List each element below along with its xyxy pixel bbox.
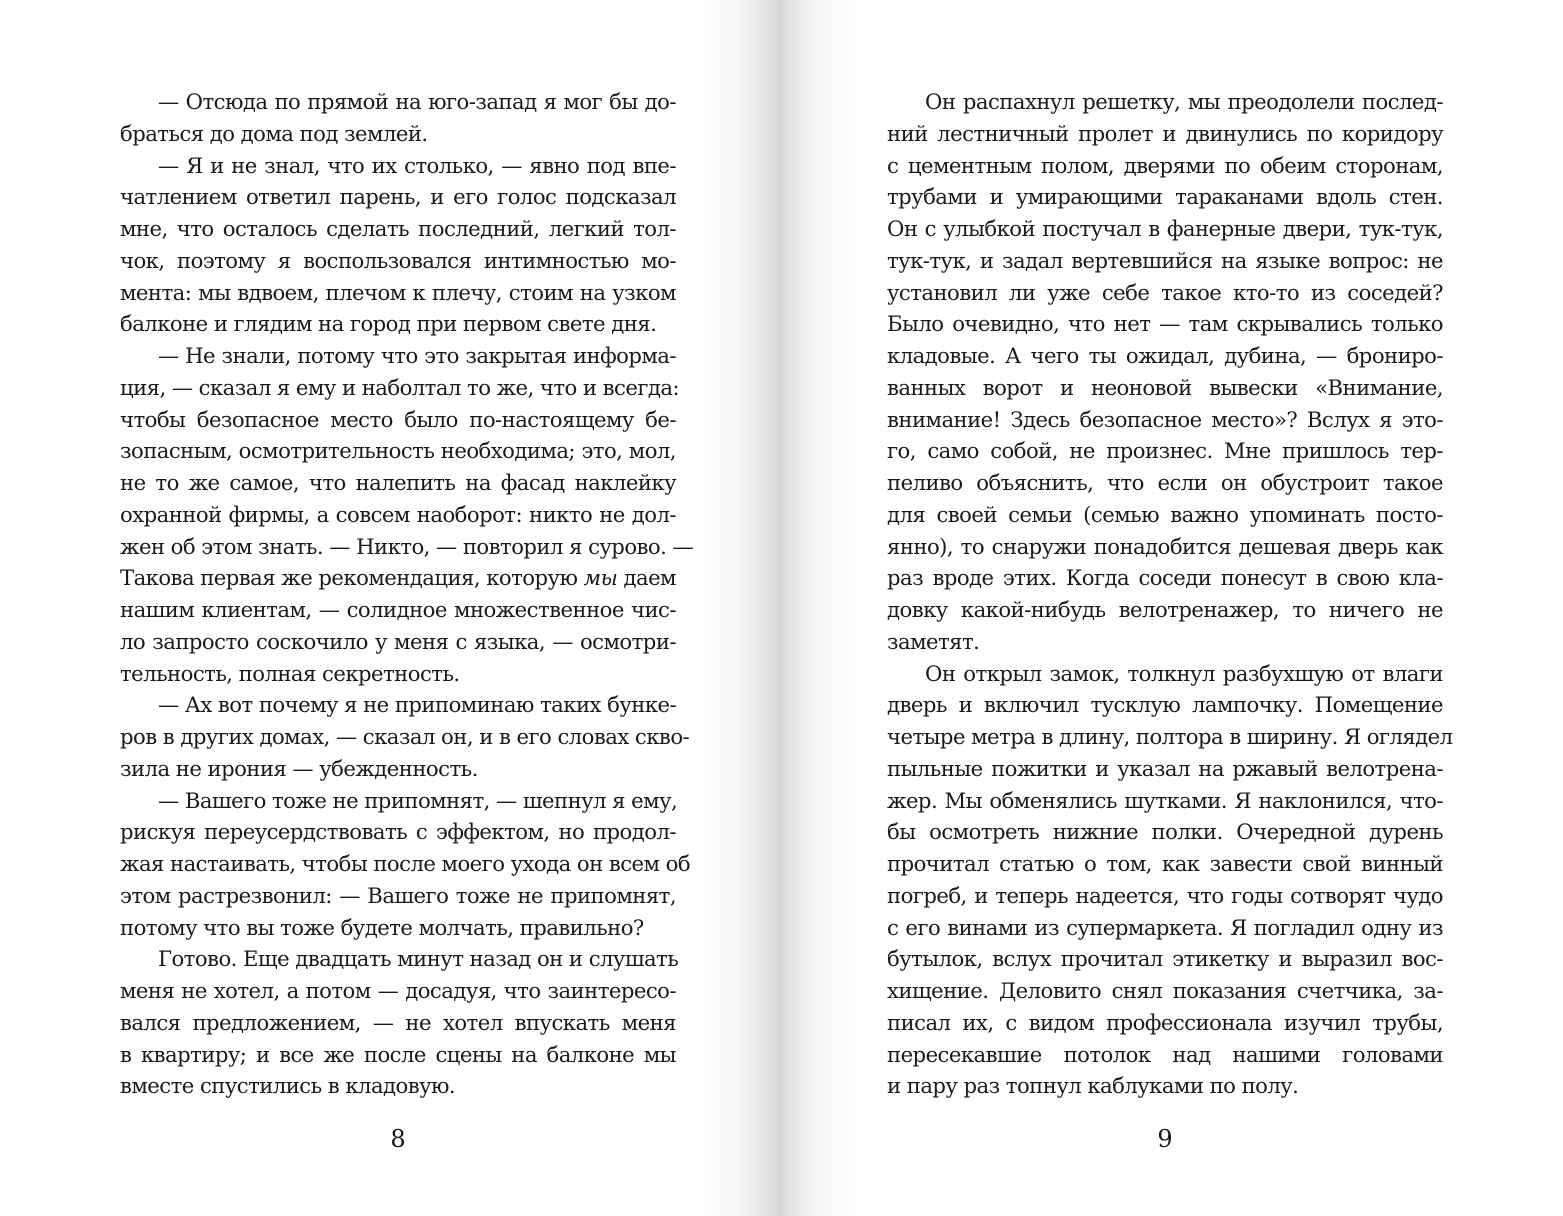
text-line: хищение. Деловито снял показания счетчика, за- (887, 978, 1443, 1003)
text-line: трубами и умирающими тараканами вдоль стен. (887, 184, 1443, 210)
text-line: тук-тук, и задал вертевшийся на языке вопрос: не (887, 247, 1443, 273)
page-number-right: 9 (1157, 1125, 1173, 1153)
text-line: чтобы безопасное место было по-настоящему бе- (120, 406, 676, 432)
text-line: — Я и не знал, что их столько, — явно под впе- (158, 152, 676, 178)
text-line: потому что вы тоже будете молчать, правильно? (120, 914, 644, 940)
text-line: меня не хотел, а потом — досадуя, что заинтересо- (120, 978, 676, 1003)
text-line: Он открыл замок, толкнул разбухшую от влаги (925, 660, 1443, 686)
text-line: для своей семьи (семью важно упоминать посто- (887, 501, 1443, 527)
text-line: дверь и включил тусклую лампочку. Помещение (887, 692, 1443, 718)
text-line: с цементным полом, дверями по обеим сторонам, (887, 152, 1443, 178)
text-line: установил ли уже себе такое кто-то из соседей? (887, 279, 1443, 305)
text-line: раз вроде этих. Когда соседи понесут в свою кла- (887, 565, 1443, 591)
text-line: пыльные пожитки и указал на ржавый велотрена- (887, 755, 1443, 781)
text-line: ний лестничный пролет и двинулись по коридору (887, 120, 1443, 146)
text-line: и пару раз топнул каблуками по полу. (887, 1073, 1299, 1099)
text-line: зила не ирония — убежденность. (120, 755, 478, 781)
text-line: зопасным, осмотрительность необходима; это, мол, (120, 438, 676, 464)
text-line: чок, поэтому я воспользовался интимностью мо- (120, 247, 676, 273)
text-line: охранной фирмы, а совсем наоборот: никто не дол- (120, 501, 676, 527)
text-line: Он с улыбкой постучал в фанерные двери, тук-тук, (887, 216, 1443, 241)
left-page-text (120, 86, 694, 1102)
text-line: в квартиру; и все же после сцены на балконе мы (120, 1041, 676, 1067)
emphasis-word: мы (583, 565, 618, 591)
text-line: не то же самое, что налепить на фасад наклейку (120, 470, 676, 495)
text-line: ванных ворот и неоновой вывески «Внимание, (887, 374, 1443, 400)
text-line: четыре метра в длину, полтора в ширину. Я оглядел (887, 724, 1453, 749)
text-line: заметят. (887, 628, 980, 654)
text-line: пеливо объяснить, что если он обустроит такое (887, 470, 1443, 495)
text-line: довку какой-нибудь велотренажер, то ничего не (887, 597, 1443, 622)
text-line: мне, что осталось сделать последний, легкий тол- (120, 216, 676, 241)
text-line: браться до дома под землей. (120, 120, 428, 146)
text-line: жая настаивать, чтобы после моего ухода он всем об (120, 851, 691, 876)
right-page-text (887, 86, 1453, 1102)
text-line: вместе спустились в кладовую. (120, 1073, 456, 1099)
text-line: — Ах вот почему я не припоминаю таких бунке- (158, 692, 677, 718)
text-line: рискуя переусердствовать с эффектом, но продол- (120, 819, 676, 845)
text-line: бутылок, вслух прочитал этикетку и выразил вос- (887, 946, 1443, 972)
text-line: ло запросто соскочило у меня с языка, — осмотри- (120, 628, 676, 654)
text-line: го, само собой, не произнес. Мне пришлось тер- (887, 438, 1443, 464)
text-line: вался предложением, — не хотел впускать меня (120, 1009, 676, 1035)
text-line: балконе и глядим на город при первом свете дня. (120, 311, 657, 337)
text-line: — Не знали, потому что это закрытая информа- (158, 343, 676, 368)
text-line: — Вашего тоже не припомнят, — шепнул я ему, (158, 787, 678, 813)
text-line: внимание! Здесь безопасное место»? Вслух я это- (887, 406, 1443, 432)
text-line: с его винами из супермаркета. Я погладил одну из (887, 914, 1443, 940)
text-line: Такова первая же рекомендация, которую мы даем (120, 565, 676, 591)
text-line: нашим клиентам, — солидное множественное чис- (120, 597, 676, 622)
text-line: ция, — сказал я ему и наболтал то же, что и всегда: (120, 374, 680, 400)
text-line: тельность, полная секретность. (120, 660, 460, 686)
text-line: кладовые. А чего ты ожидал, дубина, — брониро- (887, 343, 1443, 368)
text-line: ров в других домах, — сказал он, и в его словах скво- (120, 724, 690, 749)
text-line: Готово. Еще двадцать минут назад он и слушать (158, 946, 679, 972)
text-line: янно), то снаружи понадобится дешевая дверь как (887, 533, 1443, 559)
text-line: Было очевидно, что нет — там скрывались только (887, 311, 1443, 337)
text-line: погреб, и теперь надеется, что годы сотворят чудо (887, 882, 1443, 908)
text-line: этом растрезвонил: — Вашего тоже не припомнят, (120, 882, 676, 908)
text-line: — Отсюда по прямой на юго-запад я мог бы до- (158, 89, 676, 114)
text-line: Он распахнул решетку, мы преодолели послед- (925, 89, 1443, 114)
text-line: мента: мы вдвоем, плечом к плечу, стоим на узком (120, 279, 676, 305)
book-gutter-shadow (700, 0, 860, 1216)
text-line: прочитал статью о том, как завести свой винный (887, 851, 1443, 876)
page-number-left: 8 (390, 1125, 406, 1153)
text-line: жен об этом знать. — Никто, — повторил я сурово. — (120, 533, 694, 559)
text-line: жер. Мы обменялись шутками. Я наклонился, что- (887, 787, 1443, 813)
text-line: бы осмотреть нижние полки. Очередной дурень (887, 819, 1443, 845)
text-line: чатлением ответил парень, и его голос подсказал (120, 184, 676, 210)
text-line: писал их, с видом профессионала изучил трубы, (887, 1009, 1443, 1035)
text-line: пересекавшие потолок над нашими головами (887, 1041, 1443, 1067)
